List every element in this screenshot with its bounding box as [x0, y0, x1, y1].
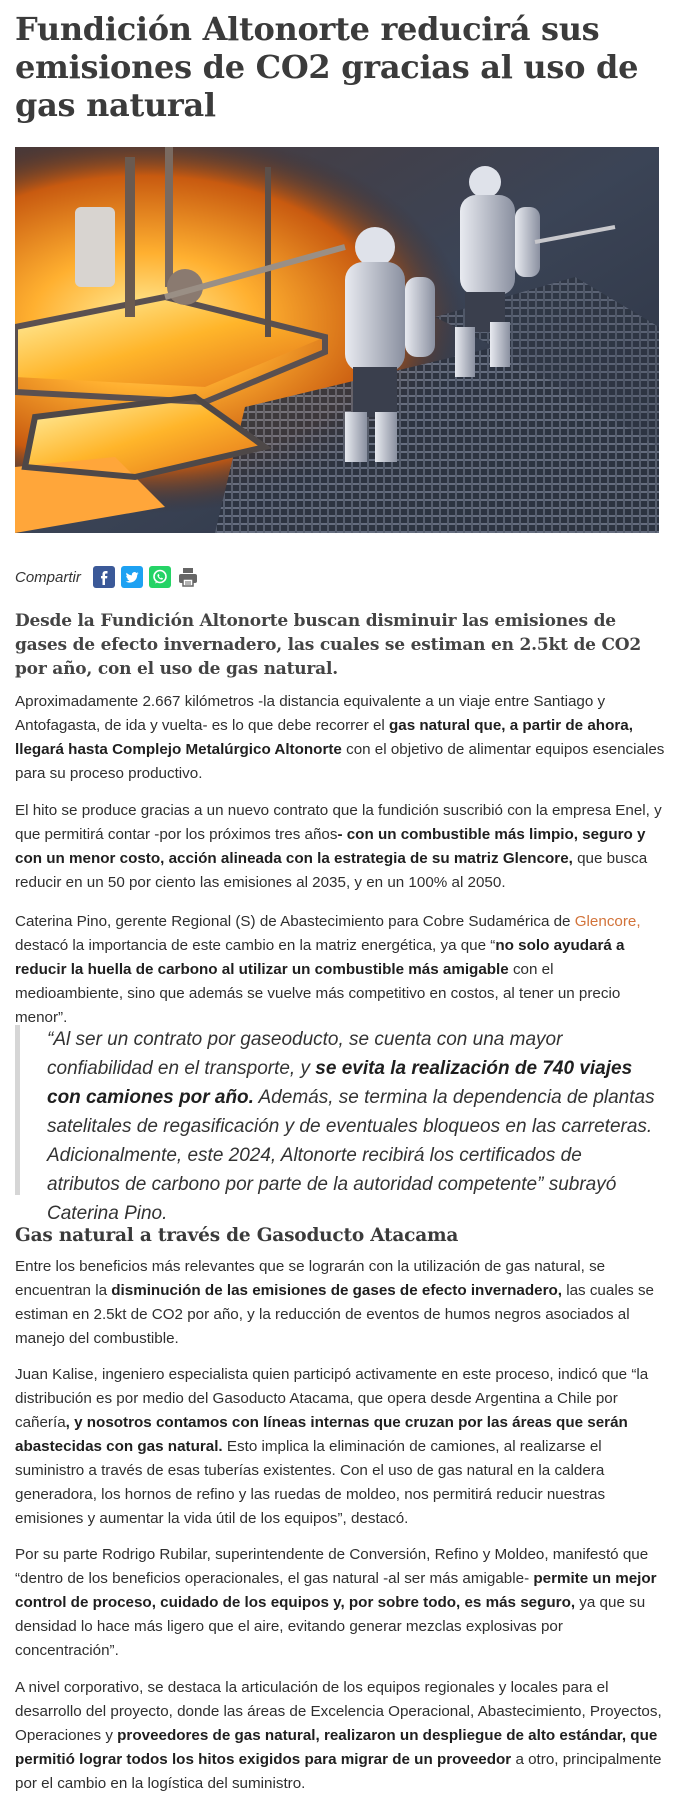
article-lead: Desde la Fundición Altonorte buscan disminuir las emisiones de gases de efecto invernadero, las cuales se estiman en 2.5kt de CO2 por año, con el uso de gas natural.: [15, 611, 642, 679]
text: Por su parte Rodrigo Rubilar, superintendente de Conversión, Refino y Moldeo, manifestó que “dentro de los beneficios operacionales, el gas natural -al ser más amigable-: [15, 1546, 649, 1587]
paragraph: [15, 1255, 665, 1351]
glencore-link[interactable]: Glencore,: [574, 913, 641, 930]
bold-text: no solo ayudará a reducir la huella de carbono al utilizar un combustible más amigable: [15, 937, 625, 978]
bold-text: - con un combustible más limpio, seguro y con un menor costo, acción alineada con la estrategia de su matriz Glencore,: [15, 826, 646, 867]
text: “Al ser un contrato por gaseoducto, se cuenta con una mayor confiabilidad en el transporte, y: [47, 1029, 563, 1079]
text: Aproximadamente 2.667 kilómetros -la distancia equivalente a un viaje entre Santiago y Antofagasta, de ida y vuelta- es lo que debe recorrer el: [15, 693, 606, 734]
bold-text: se evita la realización de 740 viajes con camiones por año.: [47, 1058, 633, 1108]
paragraph: [15, 1676, 665, 1796]
bold-text: disminución de las emisiones de gases de efecto invernadero,: [111, 1282, 562, 1299]
text: Caterina Pino, gerente Regional (S) de Abastecimiento para Cobre Sudamérica de: [15, 913, 575, 930]
text: Juan Kalise, ingeniero especialista quien participó activamente en este proceso, indicó que “la distribución es por medio del Gasoducto Atacama, que opera desde Argentina a Chile por cañería: [15, 1366, 649, 1431]
paragraph: [15, 690, 665, 786]
article-title: Fundición Altonorte reducirá sus emisiones de CO2 gracias al uso de gas natural: [15, 10, 639, 124]
text: las cuales se estiman en 2.5kt de CO2 por año, y la reducción de eventos de humos negros asociados al manejo del combustible.: [15, 1282, 654, 1347]
paragraph: [15, 910, 665, 1030]
text: Además, se termina la dependencia de plantas satelitales de regasificación y de eventuales bloqueos en las carreteras. Adicionalmente, este 2024, Altonorte recibirá los certificados de atributos de carbono por parte de la autoridad competente” subrayó Caterina Pino.: [47, 1087, 655, 1224]
text: a otro, principalmente por el cambio en la logística del suministro.: [15, 1751, 662, 1792]
hero-photo: [15, 147, 659, 533]
section-heading: Gas natural a través de Gasoducto Atacama: [15, 1225, 459, 1246]
whatsapp-icon[interactable]: [149, 566, 171, 588]
text: con el medioambiente, sino que además se vuelve más competitivo en costos, al tener un precio menor”.: [15, 961, 621, 1026]
share-label: Compartir: [15, 568, 81, 586]
text: ya que su densidad lo hace más ligero que el aire, evitando generar mezclas explosivas por concentración”.: [15, 1594, 646, 1659]
text: con el objetivo de alimentar equipos esenciales para su proceso productivo.: [15, 741, 665, 782]
bold-text: permite un mejor control de proceso, cuidado de los equipos y, por sobre todo, es más seguro,: [15, 1570, 657, 1611]
share-bar: [15, 563, 199, 591]
text: El hito se produce gracias a un nuevo contrato que la fundición suscribió con la empresa Enel, y que permitirá contar -por los próximos tres años: [15, 802, 662, 843]
paragraph: [15, 799, 665, 895]
text: Esto implica la eliminación de camiones, al realizarse el suministro a través de esas tuberías existentes. Con el uso de gas natural en la caldera generadora, los hornos de refino y las ruedas de moldeo, nos permitirá reducir nuestras emisiones y aumentar la vida útil de los equipos”, destacó.: [15, 1438, 606, 1527]
text: A nivel corporativo, se destaca la articulación de los equipos regionales y locales para el desarrollo del proyecto, donde las áreas de Excelencia Operacional, Abastecimiento, Proyectos, Operaciones y: [15, 1679, 662, 1744]
bold-text: proveedores de gas natural, realizaron un despliegue de alto estándar, que permitió lograr todos los hitos exigidos para migrar de un proveedor: [15, 1727, 658, 1768]
pull-quote: [15, 1025, 657, 1224]
print-icon[interactable]: [177, 566, 199, 588]
facebook-icon[interactable]: [93, 566, 115, 588]
text: que busca reducir en un 50 por ciento las emisiones al 2035, y en un 100% al 2050.: [15, 850, 648, 891]
text: destacó la importancia de este cambio en la matriz energética, ya que “: [15, 937, 496, 954]
twitter-icon[interactable]: [121, 566, 143, 588]
text: Entre los beneficios más relevantes que se lograrán con la utilización de gas natural, se encuentran la: [15, 1258, 606, 1299]
bold-text: gas natural que, a partir de ahora, llegará hasta Complejo Metalúrgico Altonorte: [15, 717, 633, 758]
paragraph: [15, 1543, 665, 1663]
paragraph: [15, 1363, 665, 1531]
bold-text: , y nosotros contamos con líneas internas que cruzan por las áreas que serán abastecidas con gas natural.: [15, 1414, 628, 1455]
